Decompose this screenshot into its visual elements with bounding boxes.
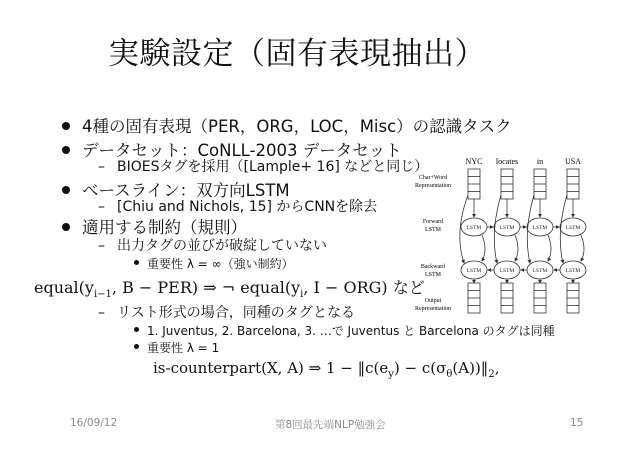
lstm-cell-label: LSTM <box>499 225 515 231</box>
lstm-cell-label: LSTM <box>532 268 548 274</box>
bullet-text: ベースライン：双方向LSTM <box>82 181 290 200</box>
formula-equal: $equal(y_{i-1}$, B − PER) ⇒ ¬ $equal(y_i$, I − ORG) など <box>34 278 425 301</box>
bullet-text: 適用する制約（規則） <box>82 218 247 237</box>
subbullet-list-format: – リスト形式の場合，同種のタグとなる <box>98 305 355 321</box>
subsubbullet-text: 重要性 λ = ∞（強い制約） <box>147 257 294 271</box>
output-label: Output <box>424 298 442 304</box>
lstm-cell-label: LSTM <box>565 225 581 231</box>
lstm-cell-label: LSTM <box>466 268 482 274</box>
footer-date: 16/09/12 <box>70 417 118 429</box>
bullet-task <box>62 113 512 137</box>
subsubbullet-text: 重要性 λ = 1 <box>147 341 220 355</box>
subsubbullet-importance-inf <box>134 255 294 272</box>
bullet-dot <box>62 122 70 130</box>
subbullet-tag-order: – 出力タグの並びが破綻していない <box>98 238 327 254</box>
subsubbullet-example <box>134 322 555 339</box>
bullet-dot <box>62 186 70 194</box>
lstm-cell-label: LSTM <box>499 268 515 274</box>
subbullet-text: 出力タグの並びが破綻していない <box>117 238 327 254</box>
word-label: locates <box>495 157 519 166</box>
char-word-label: Representation <box>415 183 451 189</box>
diagram-column <box>460 169 586 313</box>
forward-label: LSTM <box>424 227 442 233</box>
backward-label: Backward <box>420 264 446 270</box>
subbullet-text: リスト形式の場合，同種のタグとなる <box>117 305 355 321</box>
slide-title: 実験設定（固有表現抽出） <box>108 36 486 72</box>
backward-label: LSTM <box>424 272 442 278</box>
subsubbullet-importance-1 <box>134 339 219 356</box>
lstm-cell-label: LSTM <box>532 225 548 231</box>
word-label: NYC <box>465 157 483 166</box>
footer-event: 第8回最先端NLP勉強会 <box>275 419 386 431</box>
word-label: in <box>536 157 544 166</box>
bilstm-diagram <box>410 155 590 315</box>
lstm-cell-label: LSTM <box>466 225 482 231</box>
bullet-dot <box>62 223 70 231</box>
subbullet-chiu: – [Chiu and Nichols, 15] からCNNを除去 <box>98 199 378 215</box>
formula-counterpart: is-counterpart(X, A) ⇒ $1 - ‖c(e_y)$ − $c(\sigma_\theta(A))‖_2$, <box>153 359 500 380</box>
subbullet-text: [Chiu and Nichols, 15] からCNNを除去 <box>117 199 378 215</box>
subsubbullet-text: 1. Juventus, 2. Barcelona, 3. …で Juventus と Barcelona のタグは同種 <box>147 324 555 338</box>
footer-page-number: 15 <box>570 417 584 429</box>
output-label: Representation <box>415 306 451 312</box>
char-word-label: Char+Word <box>418 175 448 181</box>
word-label: USA <box>564 157 582 166</box>
forward-label: Forward <box>422 219 444 225</box>
bullet-text: データセット：CoNLL-2003 データセット <box>82 141 402 160</box>
lstm-cell-label: LSTM <box>565 268 581 274</box>
subbullet-bioes: – BIOESタグを採用（[Lample+ 16] などと同じ） <box>98 159 429 175</box>
bullet-dot <box>62 146 70 154</box>
subbullet-text: BIOESタグを採用（[Lample+ 16] などと同じ） <box>117 159 429 175</box>
bullet-text: 4種の固有表現（PER，ORG，LOC，Misc）の認識タスク <box>82 117 512 136</box>
